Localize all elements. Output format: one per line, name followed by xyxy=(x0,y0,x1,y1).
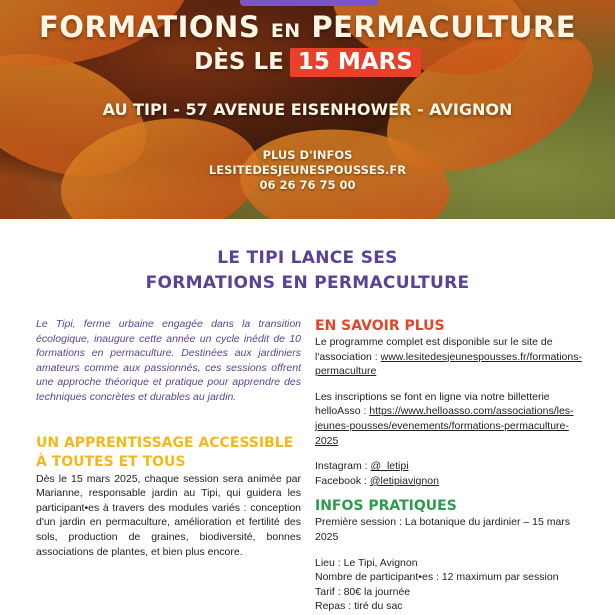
section-heading-more: EN SAVOIR PLUS xyxy=(315,318,445,334)
hero-date: DÈS LE 15 MARS xyxy=(0,48,615,77)
info-site: LESITEDESJEUNESPOUSSES.FR xyxy=(208,163,407,177)
info-label: PLUS D'INFOS xyxy=(262,148,353,162)
instagram-line: Instagram : @_letipi xyxy=(315,460,409,473)
helloasso-link[interactable]: https://www.helloasso.com/associations/les-jeunes-pousses/evenements/formations-permaculture-2025 xyxy=(315,405,574,447)
section-heading-infos: INFOS PRATIQUES xyxy=(315,498,457,515)
info-phone: 06 26 76 75 00 xyxy=(259,178,356,192)
more-text: Le programme complet est disponible sur le site de l'association : www.lesitedesjeunespousses.fr/formations-permaculture xyxy=(315,336,582,378)
accessible-body: Dès le 15 mars 2025, chaque session sera animée par Marianne, responsable jardin au Tipi, qui guidera les participant•es à travers des modules variés : conception d'un jardin en permaculture, amélioration et fertilité des sols, production de graines, biodiversité, bonnes associations de plantes, et bien plus encore. xyxy=(36,472,301,558)
facebook-link[interactable]: @letipiavignon xyxy=(369,474,439,487)
intro-text: Le Tipi, ferme urbaine engagée dans la transition écologique, inaugure cette année un cycle inédit de 10 formations en permaculture. Destinées aux jardiniers amateurs comme aux passionnés, ces sessions offrent une approche théorique et pratique pour apprendre des techniques concrètes et durables au jardin. xyxy=(36,318,301,403)
participants: Nombre de participant•es : 12 maximum par session xyxy=(315,571,559,584)
repas: Repas : tiré du sac xyxy=(315,600,403,613)
right-column xyxy=(315,317,585,614)
tarif: Tarif : 80€ la journée xyxy=(315,585,411,598)
instagram-link[interactable]: @_letipi xyxy=(370,460,409,473)
program-link[interactable]: www.lesitedesjeunespousses.fr/formations-permaculture xyxy=(315,350,582,378)
hero-title: FORMATIONS EN PERMACULTURE xyxy=(38,10,577,44)
page-title: LE TIPI LANCE SES FORMATIONS EN PERMACULTURE xyxy=(145,248,470,293)
inscriptions-text: Les inscriptions se font en ligne via notre billetterie helloAsso : https://www.helloasso.com/associations/les-jeunes-pousses/evenements/formations-permaculture-2025 xyxy=(315,390,574,447)
date-badge: 15 MARS xyxy=(290,48,421,77)
lieu: Lieu : Le Tipi, Avignon xyxy=(315,556,418,569)
first-session: Première session : La botanique du jardinier – 15 mars 2025 xyxy=(315,516,571,543)
hero-banner xyxy=(0,0,615,219)
facebook-line: Facebook : @letipiavignon xyxy=(315,474,439,487)
purple-tab xyxy=(240,0,378,6)
hero-info xyxy=(0,148,615,193)
section-heading-accessible: UN APPRENTISSAGE ACCESSIBLE À TOUTES ET TOUS xyxy=(36,434,294,470)
left-column xyxy=(36,317,301,559)
hero-address: AU TIPI - 57 AVENUE EISENHOWER - AVIGNON xyxy=(102,100,513,119)
